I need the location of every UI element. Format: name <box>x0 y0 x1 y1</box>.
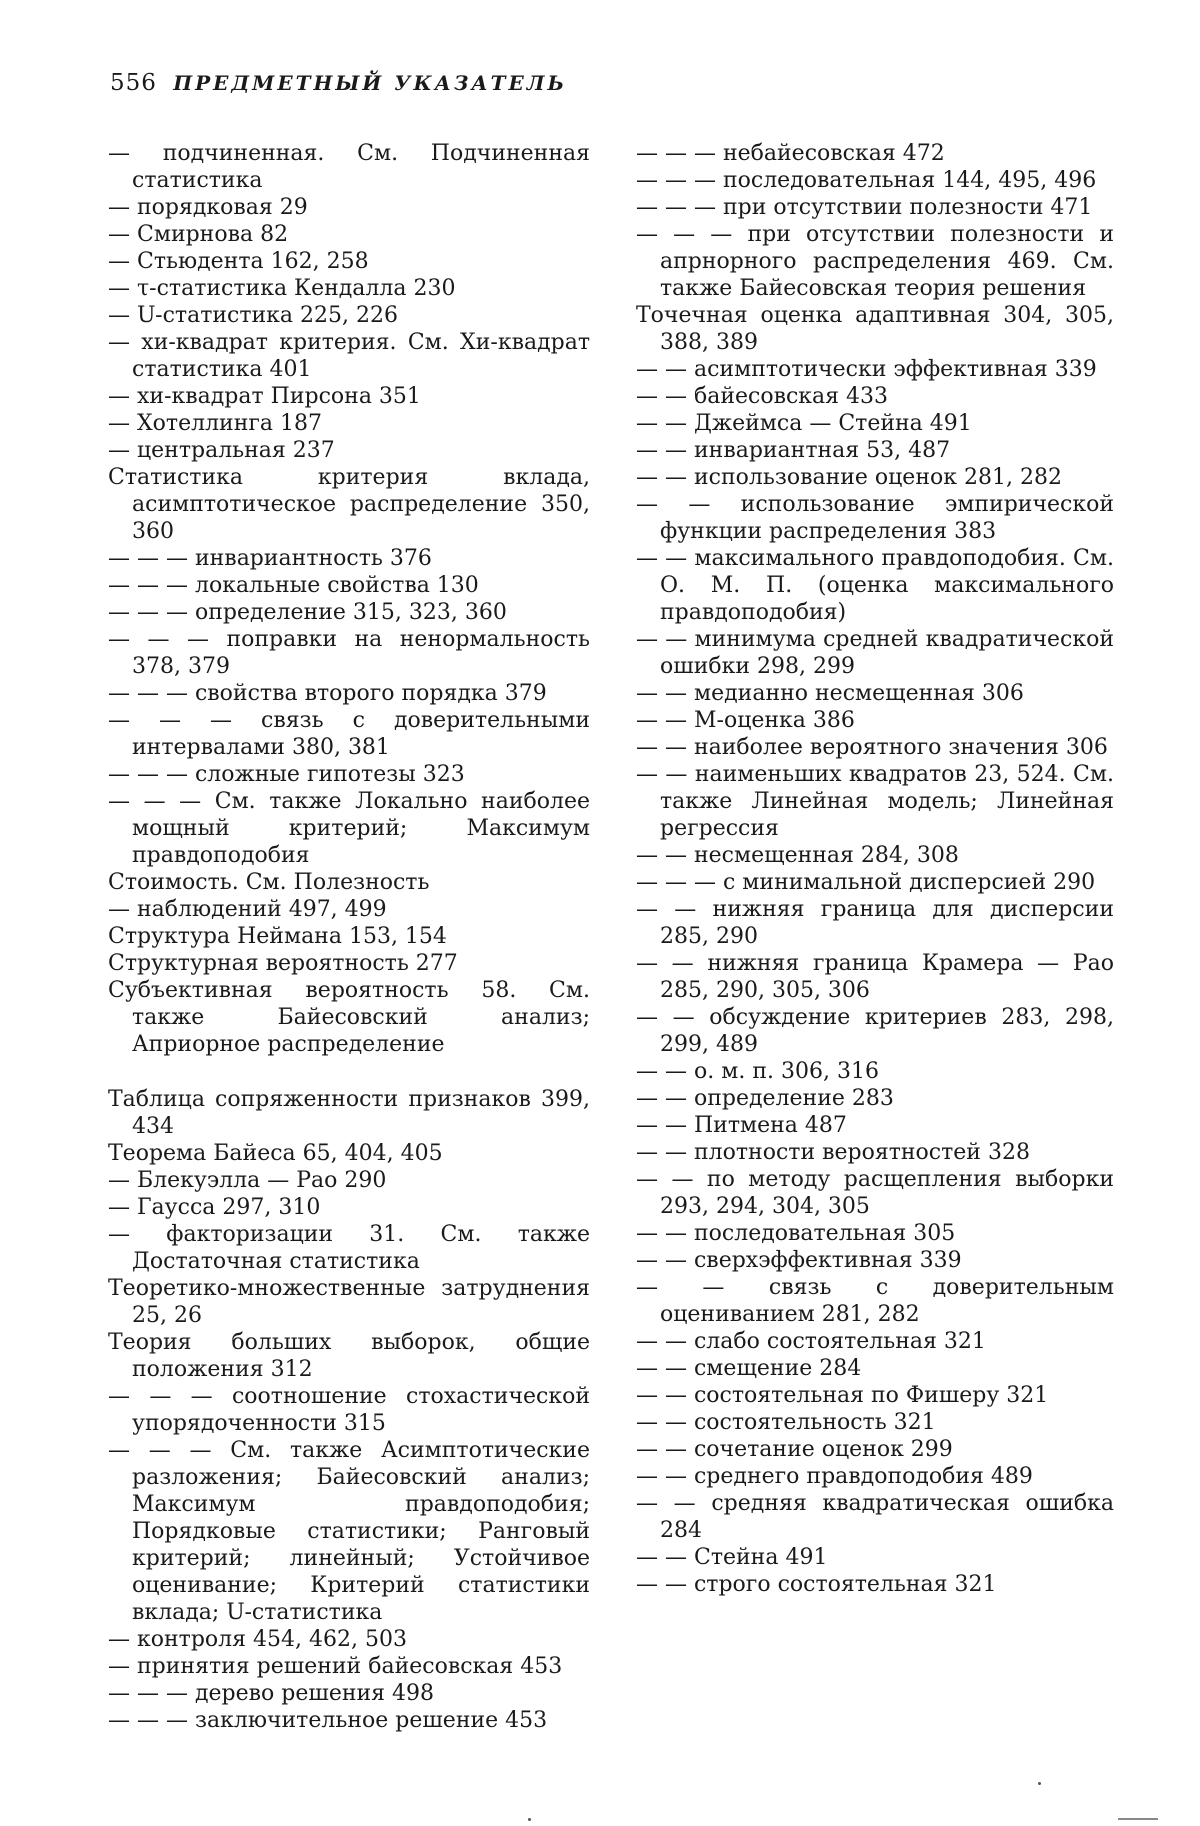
index-entry: — — нижняя граница Крамера — Рао 285, 290, 305, 306 <box>636 951 1114 1003</box>
index-entry: — — нижняя граница для дисперсии 285, 290 <box>636 897 1114 949</box>
index-entry: — — состоятельная по Фишеру 321 <box>636 1383 1049 1408</box>
index-entry: — — — при отсутствии полезности и апрнорного распределения 469. См. также Байесовская теория решения <box>636 222 1114 301</box>
index-entry: — — — См. также Асимптотические разложения; Байесовский анализ; Максимум правдоподобия; Порядковые статистики; Ранговый критерий; линейный; Устойчивое оценивание; Критерий статистики вклада; U-статистика <box>108 1438 590 1625</box>
index-entry: Стоимость. См. Полезность <box>108 870 430 895</box>
index-entry: — наблюдений 497, 499 <box>108 897 387 922</box>
page-title: ПРЕДМЕТНЫЙ УКАЗАТЕЛЬ <box>173 71 567 95</box>
page-number: 556 <box>110 70 157 96</box>
index-entry: — — использование оценок 281, 282 <box>636 465 1062 490</box>
index-entry: — — минимума средней квадратической ошибки 298, 299 <box>636 627 1114 679</box>
index-entry: — — байесовская 433 <box>636 384 889 409</box>
index-entry: Структурная вероятность 277 <box>108 951 458 976</box>
index-entry: — — медианно несмещенная 306 <box>636 681 1024 706</box>
index-entry: — факторизации 31. См. также Достаточная статистика <box>108 1222 590 1274</box>
page-header <box>110 70 567 96</box>
index-entry: — Блекуэлла — Рао 290 <box>108 1168 387 1193</box>
index-entry: — — Питмена 487 <box>636 1113 847 1138</box>
index-entry: Таблица сопряженности признаков 399, 434 <box>108 1087 590 1139</box>
index-entry: — — — небайесовская 472 <box>636 141 945 166</box>
index-entry: Теорема Байеса 65, 404, 405 <box>108 1141 443 1166</box>
index-entry: — τ-статистика Кендалла 230 <box>108 276 456 301</box>
index-entry: — Хотеллинга 187 <box>108 411 322 436</box>
index-entry: — — обсуждение критериев 283, 298, 299, 489 <box>636 1005 1114 1057</box>
index-entry: — — Стейна 491 <box>636 1545 828 1570</box>
index-entry: — — — локальные свойства 130 <box>108 573 479 598</box>
index-entry: — — определение 283 <box>636 1086 894 1111</box>
index-entry: — центральная 237 <box>108 438 335 463</box>
right-column <box>636 140 1114 1598</box>
index-entry: — — о. м. п. 306, 316 <box>636 1059 879 1084</box>
index-entry: — — плотности вероятностей 328 <box>636 1140 1030 1165</box>
index-entry: Теоретико-множественные затруднения 25, 26 <box>108 1276 590 1328</box>
index-entry: — Стьюдента 162, 258 <box>108 249 369 274</box>
index-entry: — Смирнова 82 <box>108 222 289 247</box>
left-column <box>108 140 590 1734</box>
index-entry: — порядковая 29 <box>108 195 308 220</box>
index-entry: — — — определение 315, 323, 360 <box>108 600 507 625</box>
index-entry: — — — с минимальной дисперсией 290 <box>636 870 1096 895</box>
index-entry: — — — заключительное решение 453 <box>108 1708 548 1733</box>
index-entry: — — связь с доверительным оцениванием 281, 282 <box>636 1275 1114 1327</box>
index-entry: Статистика критерия вклада, асимптотическое распределение 350, 360 <box>108 465 590 544</box>
index-entry: — — M-оценка 386 <box>636 708 855 733</box>
index-entry: — — — См. также Локально наиболее мощный критерий; Максимум правдоподобия <box>108 789 590 868</box>
section-gap <box>108 1058 590 1086</box>
index-entry: — — — последовательная 144, 495, 496 <box>636 168 1097 193</box>
index-entry: Структура Неймана 153, 154 <box>108 924 447 949</box>
index-entry: — — средняя квадратическая ошибка 284 <box>636 1491 1114 1543</box>
index-entry: — — состоятельность 321 <box>636 1410 936 1435</box>
print-speck <box>1038 1782 1041 1785</box>
index-entry: — подчиненная. См. Подчиненная статистика <box>108 141 590 193</box>
index-entry: — — — свойства второго порядка 379 <box>108 681 547 706</box>
index-entry: — — несмещенная 284, 308 <box>636 843 959 868</box>
index-entry: — принятия решений байесовская 453 <box>108 1654 563 1679</box>
index-entry: — — асимптотически эффективная 339 <box>636 357 1097 382</box>
index-entry: — — — при отсутствии полезности 471 <box>636 195 1093 220</box>
index-entry: — — — сложные гипотезы 323 <box>108 762 465 787</box>
index-entry: — — — дерево решения 498 <box>108 1681 435 1706</box>
index-entry: — — слабо состоятельная 321 <box>636 1329 986 1354</box>
index-entry: — — наименьших квадратов 23, 524. См. также Линейная модель; Линейная регрессия <box>636 762 1114 841</box>
index-entry: — Гаусса 297, 310 <box>108 1195 321 1220</box>
index-entry: — контроля 454, 462, 503 <box>108 1627 407 1652</box>
print-speck <box>1118 1818 1158 1820</box>
index-entry: Теория больших выборок, общие положения 312 <box>108 1330 590 1382</box>
index-entry: — — строго состоятельная 321 <box>636 1572 997 1597</box>
index-entry: — — — поправки на ненормальность 378, 379 <box>108 627 590 679</box>
index-entry: — — Джеймса — Стейна 491 <box>636 411 972 436</box>
index-entry: — — — связь с доверительными интервалами 380, 381 <box>108 708 590 760</box>
index-entry: Субъективная вероятность 58. См. также Байесовский анализ; Априорное распределение <box>108 978 590 1057</box>
index-entry: — — максимального правдоподобия. См. О. М. П. (оценка максимального правдоподобия) <box>636 546 1114 625</box>
index-entry: — U-статистика 225, 226 <box>108 303 399 328</box>
index-entry: — — смещение 284 <box>636 1356 862 1381</box>
print-speck <box>528 1818 531 1821</box>
index-entry: — хи-квадрат Пирсона 351 <box>108 384 421 409</box>
index-entry: — — сверхэффективная 339 <box>636 1248 962 1273</box>
index-entry: — — среднего правдоподобия 489 <box>636 1464 1033 1489</box>
index-entry: — — последовательная 305 <box>636 1221 956 1246</box>
index-entry: — — — инвариантность 376 <box>108 546 432 571</box>
index-entry: — хи-квадрат критерия. См. Хи-квадрат статистика 401 <box>108 330 590 382</box>
index-entry: — — — соотношение стохастической упорядоченности 315 <box>108 1384 590 1436</box>
index-entry: — — наиболее вероятного значения 306 <box>636 735 1108 760</box>
index-entry: Точечная оценка адаптивная 304, 305, 388, 389 <box>636 303 1114 355</box>
index-entry: — — инвариантная 53, 487 <box>636 438 951 463</box>
index-entry: — — использование эмпирической функции распределения 383 <box>636 492 1114 544</box>
index-entry: — — по методу расщепления выборки 293, 294, 304, 305 <box>636 1167 1114 1219</box>
index-entry: — — сочетание оценок 299 <box>636 1437 953 1462</box>
